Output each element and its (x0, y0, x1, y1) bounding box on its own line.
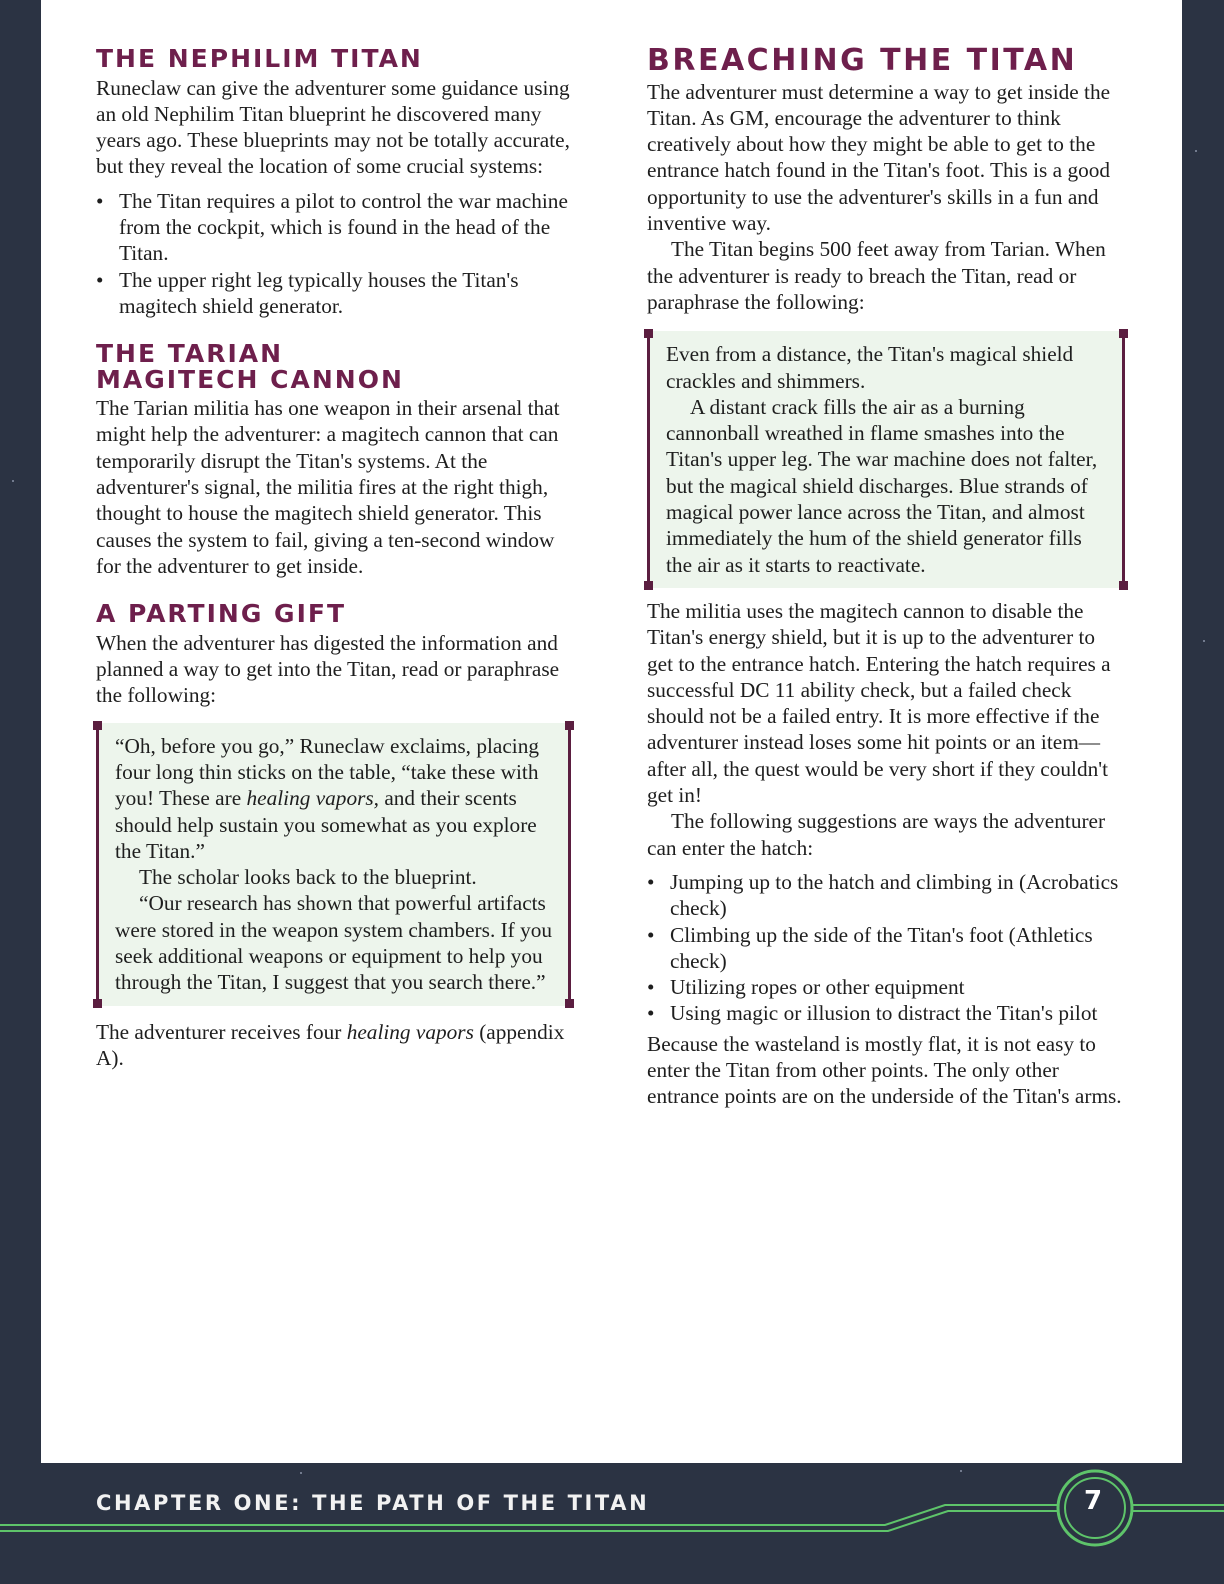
read-aloud-paragraph: Even from a distance, the Titan's magical shield crackles and shimmers. (666, 342, 1074, 393)
nephilim-paragraph: Runeclaw can give the adventurer some guidance using an old Nephilim Titan blueprint he discovered many years ago. These blueprints may not be totally accurate, but they reveal the location of some crucial systems: (96, 75, 570, 179)
read-aloud-paragraph: A distant crack fills the air as a burning cannonball wreathed in flame smashes into the Titan's upper leg. The war machine does not falter, but the magical shield discharges. Blue strands of magical power lance across the Titan, and almost immediately the hum of the shield generator fills the air as it starts to reactivate. (666, 394, 1098, 577)
read-aloud-paragraph: The scholar looks back to the blueprint. (139, 865, 477, 890)
breach-paragraph: The militia uses the magitech cannon to disable the Titan's energy shield, but it is up to the adventurer to get to the entrance hatch. Entering the hatch requires a successful DC 11 ability check, but a failed check should not be a failed entry. It is more effective if the adventurer instead loses some hit points or an item—after all, the quest would be very short if they couldn't get in! (647, 598, 1111, 808)
read-aloud-box (96, 723, 571, 1006)
list-item: • The upper right leg typically houses the Titan's magitech shield generator. (96, 267, 571, 320)
read-aloud-paragraph: “Oh, before you go,” Runeclaw exclaims, placing four long thin sticks on the table, “take these with you! These are healing vapors, and their scents should help sustain you somewhat as you explore the Titan.” (115, 733, 540, 863)
heading-nephilim-titan: THE NEPHILIM TITAN (96, 44, 423, 73)
item-name: healing vapors, (246, 786, 379, 811)
list-item: • Climbing up the side of the Titan's foot (Athletics check) (647, 922, 1125, 975)
heading-line: THE TARIAN (96, 339, 284, 369)
gift-result-paragraph: The adventurer receives four healing vapors (appendix A). (96, 1019, 565, 1070)
heading-tarian-cannon (96, 341, 571, 392)
item-name: healing vapors (346, 1019, 474, 1044)
list-item: • Utilizing ropes or other equipment (647, 974, 1125, 1000)
entry-options-list (647, 869, 1125, 1027)
heading-line: MAGITECH CANNON (96, 364, 404, 394)
breach-paragraph: Because the wasteland is mostly flat, it is not easy to enter the Titan from other points. The only other entrance points are on the underside of the Titan's arms. (647, 1031, 1122, 1109)
right-column (647, 43, 1125, 1110)
footer-circuit-decoration (0, 1464, 1224, 1584)
gift-paragraph: When the adventurer has digested the information and planned a way to get into the Titan, read or paraphrase the following: (96, 630, 560, 708)
background-speck (12, 480, 14, 482)
breach-paragraph: The following suggestions are ways the adventurer can enter the hatch: (647, 809, 1106, 860)
background-speck (1203, 640, 1205, 642)
read-aloud-box (647, 331, 1125, 588)
list-item: • Jumping up to the hatch and climbing in (Acrobatics check) (647, 869, 1125, 922)
chapter-title: CHAPTER ONE: THE PATH OF THE TITAN (96, 1491, 650, 1515)
document-page (41, 0, 1182, 1463)
page-number: 7 (1083, 1486, 1103, 1516)
list-item: • Using magic or illusion to distract the Titan's pilot (647, 1000, 1125, 1026)
left-column (96, 46, 571, 1071)
read-aloud-paragraph: “Our research has shown that powerful artifacts were stored in the weapon system chambers. If you seek additional weapons or equipment to help you through the Titan, I suggest that you search there.” (115, 891, 553, 995)
breach-paragraph: The Titan begins 500 feet away from Tarian. When the adventurer is ready to breach the Titan, read or paraphrase the following: (647, 237, 1106, 314)
list-item: • The Titan requires a pilot to control the war machine from the cockpit, which is found in the head of the Titan. (96, 188, 571, 267)
background-speck (1195, 150, 1197, 152)
breach-paragraph: The adventurer must determine a way to get inside the Titan. As GM, encourage the adventurer to think creatively about how they might be able to get to the entrance hatch found in the Titan's foot. This is a good opportunity to use the adventurer's skills in a fun and inventive way. (647, 79, 1111, 236)
cannon-paragraph: The Tarian militia has one weapon in their arsenal that might help the adventurer: a magitech cannon that can temporarily disrupt the Titan's systems. At the adventurer's signal, the militia fires at the right thigh, thought to house the magitech shield generator. This causes the system to fail, giving a ten-second window for the adventurer to get inside. (96, 396, 560, 578)
nephilim-bullet-list (96, 188, 571, 319)
heading-parting-gift: A PARTING GIFT (96, 599, 347, 629)
heading-breaching-titan: BREACHING THE TITAN (647, 43, 1078, 78)
